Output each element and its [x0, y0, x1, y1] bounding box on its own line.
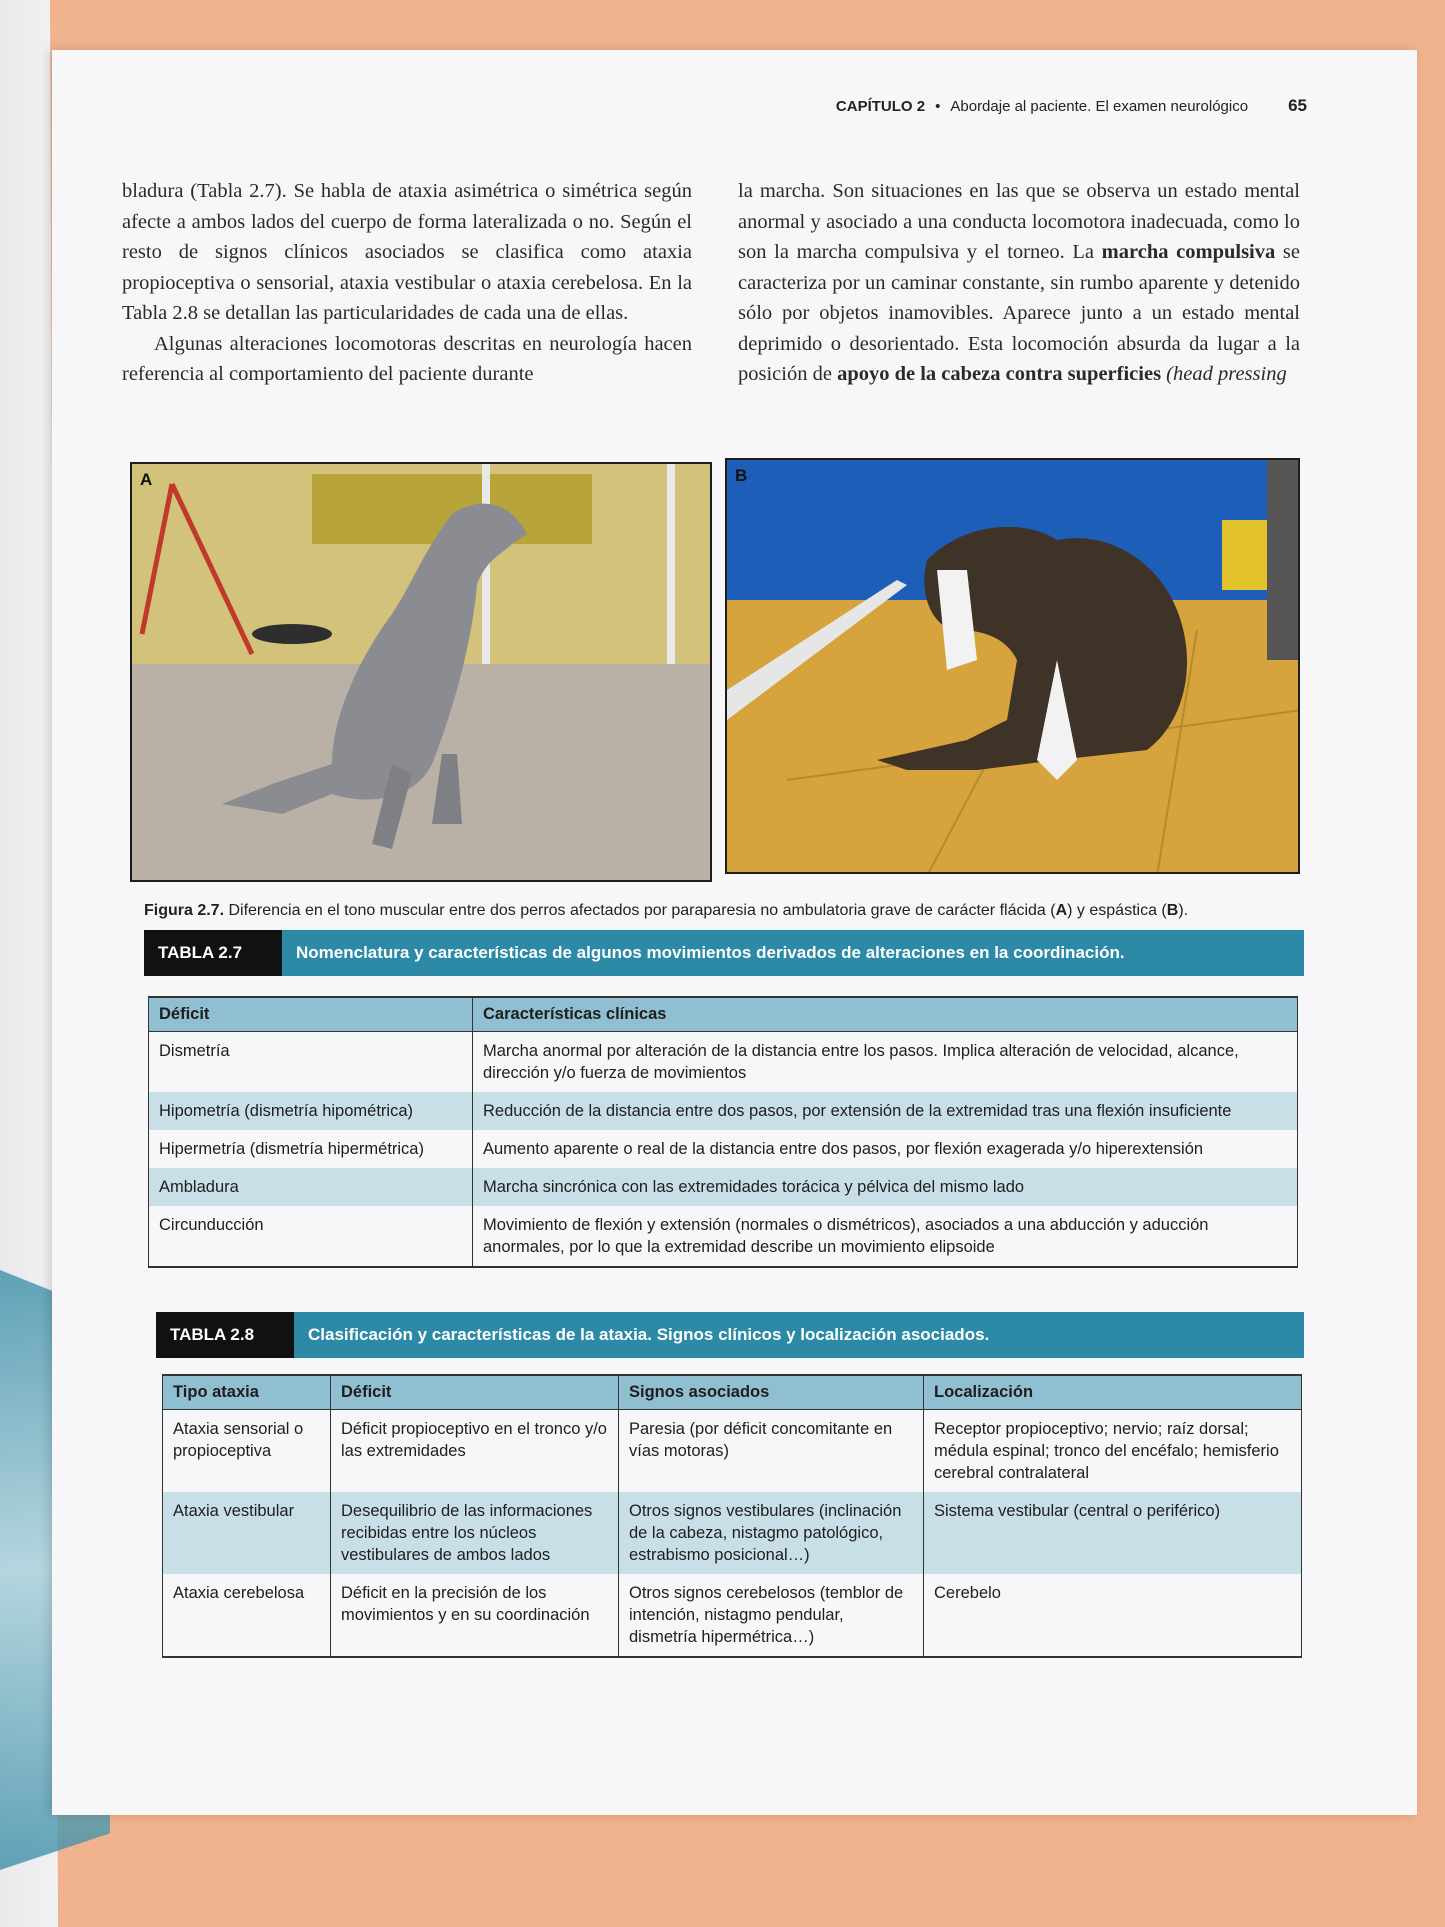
- paragraph: la marcha. Son situaciones en las que se observa un estado mental anormal y asociado a una conducta locomotora inadecuada, como lo son la marcha compulsiva y el torneo. La marcha compulsiva se caracteriza por un caminar constante, sin rumbo aparente y detenido sólo por objetos inamovibles. Aparece junto a un estado mental deprimido o desorientado. Esta locomoción absurda da lugar a la posición de apoyo de la cabeza contra superficies (head pressing: [738, 180, 1301, 385]
- table-cell: Movimiento de flexión y extensión (normales o dismétricos), asociados a una abducción y aducción anormales, por lo que la extremidad describe un movimiento elipsoide: [473, 1206, 1298, 1267]
- table-2-8: [162, 1374, 1302, 1658]
- photo-b-spastic-dog: [725, 458, 1300, 874]
- table-title: Clasificación y características de la ataxia. Signos clínicos y localización asociados.: [294, 1312, 1304, 1358]
- table-row: [163, 1410, 1302, 1493]
- caption-label: Figura 2.7.: [144, 902, 225, 919]
- book-page: [52, 50, 1417, 1815]
- right-text-column: [738, 176, 1300, 390]
- table-cell: Ambladura: [149, 1168, 473, 1206]
- term-marcha-compulsiva: marcha compulsiva: [1101, 241, 1276, 263]
- header-bullet: •: [935, 98, 941, 115]
- table-cell: Reducción de la distancia entre dos pasos, por extensión de la extremidad tras una flexión insuficiente: [473, 1092, 1298, 1130]
- table-cell: Déficit en la precisión de los movimientos y en su coordinación: [331, 1574, 619, 1657]
- column-header: Características clínicas: [473, 997, 1298, 1032]
- section-title: Abordaje al paciente. El examen neurológico: [950, 98, 1249, 115]
- table-cell: Circunducción: [149, 1206, 473, 1267]
- table-cell: Dismetría: [149, 1032, 473, 1093]
- table-row: [149, 1206, 1298, 1267]
- table-row: [149, 1130, 1298, 1168]
- table-row: [163, 1574, 1302, 1657]
- table-cell: Otros signos cerebelosos (temblor de intención, nistagmo pendular, dismetría hipermétrica…): [619, 1574, 924, 1657]
- table-cell: Otros signos vestibulares (inclinación de la cabeza, nistagmo patológico, estrabismo posicional…): [619, 1492, 924, 1574]
- table-row: [163, 1492, 1302, 1574]
- photo-label-b: B: [735, 466, 748, 485]
- dog-photo-illustration: [727, 460, 1300, 874]
- column-header: Déficit: [149, 997, 473, 1032]
- left-text-column: [122, 176, 692, 390]
- chapter-label: CAPÍTULO 2: [835, 98, 926, 115]
- dog-photo-illustration: [132, 464, 712, 882]
- paragraph: Algunas alteraciones locomotoras descritas en neurología hacen referencia al comportamiento del paciente durante: [122, 332, 692, 385]
- table-cell: Desequilibrio de las informaciones recibidas entre los núcleos vestibulares de ambos lados: [331, 1492, 619, 1574]
- column-header: Déficit: [331, 1375, 619, 1410]
- photo-label-a: A: [140, 470, 153, 489]
- page-number: 65: [1288, 96, 1307, 115]
- column-header: Localización: [924, 1375, 1302, 1410]
- table-cell: Déficit propioceptivo en el tronco y/o las extremidades: [331, 1410, 619, 1493]
- table-row: [149, 1168, 1298, 1206]
- column-header: Signos asociados: [619, 1375, 924, 1410]
- paragraph: bladura (Tabla 2.7). Se habla de ataxia asimétrica o simétrica según afecte a ambos lados del cuerpo de forma lateralizada o no. Según el resto de signos clínicos asociados se clasifica como ataxia propioceptiva o sensorial, ataxia vestibular o ataxia cerebelosa. En la Tabla 2.8 se detallan las particularidades de cada una de ellas.: [122, 180, 692, 324]
- table-label: TABLA 2.7: [144, 930, 282, 976]
- table-cell: Aumento aparente o real de la distancia entre dos pasos, por flexión exagerada y/o hiperextensión: [473, 1130, 1298, 1168]
- table-2-7: [148, 996, 1298, 1268]
- table-cell: Cerebelo: [924, 1574, 1302, 1657]
- column-header: Tipo ataxia: [163, 1375, 331, 1410]
- table-cell: Paresia (por déficit concomitante en vías motoras): [619, 1410, 924, 1493]
- table-2-8-header: [156, 1312, 1304, 1358]
- table-row: [149, 1092, 1298, 1130]
- table-cell: Ataxia sensorial o propioceptiva: [163, 1410, 331, 1493]
- table-cell: Hipermetría (dismetría hipermétrica): [149, 1130, 473, 1168]
- table-row: [149, 1032, 1298, 1093]
- table-cell: Sistema vestibular (central o periférico): [924, 1492, 1302, 1574]
- term-head-pressing: apoyo de la cabeza contra superficies: [837, 363, 1162, 385]
- table-cell: Receptor propioceptivo; nervio; raíz dorsal; médula espinal; tronco del encéfalo; hemisferio cerebral contralateral: [924, 1410, 1302, 1493]
- table-2-7-header: [144, 930, 1304, 976]
- table-title: Nomenclatura y características de algunos movimientos derivados de alteraciones en la coordinación.: [282, 930, 1304, 976]
- running-header: [836, 96, 1307, 116]
- table-cell: Marcha anormal por alteración de la distancia entre los pasos. Implica alteración de velocidad, alcance, dirección y/o fuerza de movimientos: [473, 1032, 1298, 1093]
- figure-caption: Figura 2.7. Diferencia en el tono muscular entre dos perros afectados por paraparesia no ambulatoria grave de carácter flácida (A) y espástica (B).: [144, 902, 1189, 919]
- table-cell: Hipometría (dismetría hipométrica): [149, 1092, 473, 1130]
- table-label: TABLA 2.8: [156, 1312, 294, 1358]
- table-cell: Ataxia vestibular: [163, 1492, 331, 1574]
- table-cell: Ataxia cerebelosa: [163, 1574, 331, 1657]
- table-cell: Marcha sincrónica con las extremidades torácica y pélvica del mismo lado: [473, 1168, 1298, 1206]
- photo-a-flaccid-dog: [130, 462, 712, 882]
